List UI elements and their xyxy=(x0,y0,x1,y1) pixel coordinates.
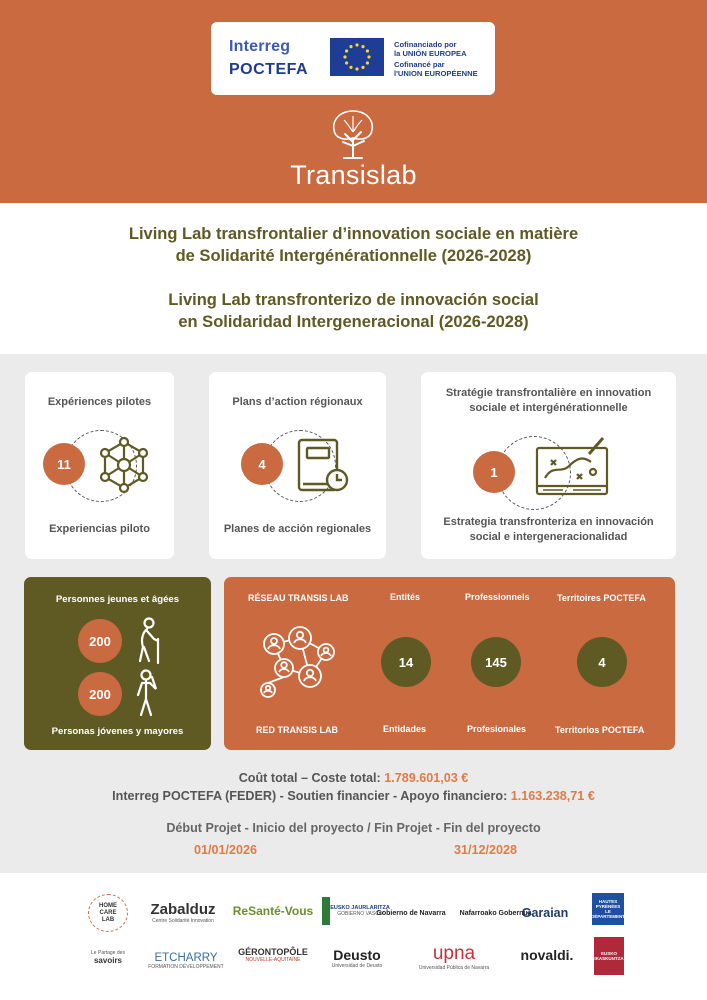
card-label-es-line1: Estrategia transfronteriza en innovación xyxy=(443,516,654,528)
partner-name: EUSKO IKASKUNTZA xyxy=(594,951,624,961)
card-cross-border-strategy xyxy=(421,372,676,559)
feder-line xyxy=(0,789,707,803)
partner-logo-partage-savoirs xyxy=(88,940,128,974)
cofinance-fr-line2: l'UNION EUROPÉENNE xyxy=(394,69,478,78)
brand-name: Transislab xyxy=(290,160,417,190)
network-hexagon-icon xyxy=(95,436,153,499)
cofinance-fr xyxy=(394,60,478,78)
interreg-program: POCTEFA xyxy=(229,61,309,78)
partner-name: Garaian xyxy=(521,906,569,920)
interreg-logo-box xyxy=(211,22,495,95)
partner-sub: LE DÉPARTEMENT xyxy=(591,909,625,919)
start-date: 01/01/2026 xyxy=(194,843,258,857)
partner-logo-gobierno-navarra xyxy=(376,900,532,926)
cofinance-fr-line1: Cofinancé par xyxy=(394,60,445,69)
network-label-es: RED TRANSIS LAB xyxy=(256,725,339,735)
cofinance-es-line1: Cofinanciado por xyxy=(394,40,457,49)
partner-sub: FORMATION DÉVELOPPEMENT xyxy=(148,964,224,970)
feder-label: Interreg POCTEFA (FEDER) - Soutien financier - Apoyo financiero: xyxy=(112,789,508,803)
card-label-fr-line2: sociale et intergénérationnelle xyxy=(469,402,628,414)
partner-name: upna xyxy=(432,943,476,964)
cofinance-es xyxy=(394,40,467,58)
partner-logo-home-care-lab xyxy=(88,894,128,932)
tree-icon xyxy=(326,108,380,160)
total-cost-line xyxy=(0,771,707,785)
stat-professionals-value: 145 xyxy=(471,637,521,687)
partner-name: ETCHARRY xyxy=(154,952,218,964)
cofinance-es-line2: la UNIÓN EUROPEA xyxy=(394,49,467,58)
partner-name: Deusto xyxy=(333,947,381,963)
partner-sub: Nafarroako Gobernua xyxy=(459,909,532,917)
partner-name: Zabalduz xyxy=(150,900,216,918)
card-label-fr xyxy=(421,386,676,416)
people-label-es: Personas jóvenes y mayores xyxy=(51,726,184,737)
partner-sub: Le Partage des xyxy=(91,949,125,956)
stat-professionals-label-fr: Professionnels xyxy=(465,592,530,602)
book-clock-icon xyxy=(295,436,351,501)
people-panel xyxy=(24,577,211,750)
partner-logo-resante-vous xyxy=(232,896,314,926)
partner-logo-zabalduz xyxy=(140,897,226,927)
total-cost-label: Coût total – Coste total: xyxy=(238,771,381,785)
stat-entities-label-es: Entidades xyxy=(383,724,427,734)
card-value: 11 xyxy=(43,443,85,485)
card-pilot-experiences xyxy=(25,372,174,559)
people-value-young: 200 xyxy=(78,672,122,716)
partner-sub: Centre Solidarité Innovation xyxy=(152,917,214,924)
card-value: 1 xyxy=(473,451,515,493)
partner-name: EUSKO JAURLARITZA xyxy=(330,905,390,911)
partner-name: HAUTES PYRÉNÉES xyxy=(595,899,621,909)
card-label-es: Planes de acción regionales xyxy=(223,523,372,535)
stat-entities-label-fr: Entités xyxy=(390,592,421,602)
total-cost-value: 1.789.601,03 € xyxy=(384,771,469,785)
card-value: 4 xyxy=(241,443,283,485)
card-label-fr: Expériences pilotes xyxy=(47,396,152,408)
interreg-name: Interreg xyxy=(229,38,291,55)
title-es-line2: en Solidaridad Intergeneracional (2026-2028) xyxy=(178,313,529,331)
card-label-fr: Plans d’action régionaux xyxy=(232,396,363,408)
partner-logo-etcharry xyxy=(146,948,226,974)
elderly-person-icon xyxy=(132,617,164,670)
stat-entities-value: 14 xyxy=(381,637,431,687)
people-network-icon xyxy=(254,624,338,707)
card-label-es xyxy=(421,515,676,545)
partner-logo-gerontopole xyxy=(236,938,310,972)
partner-name: savoirs xyxy=(93,955,123,965)
partner-sub: NOUVELLE-AQUITAINE xyxy=(245,957,301,963)
stat-territories-label-es: Territorios POCTEFA xyxy=(555,725,645,735)
partner-name: GÉRONTOPÔLE xyxy=(238,947,308,957)
card-regional-plans xyxy=(209,372,386,559)
stat-professionals-label-es: Profesionales xyxy=(467,724,527,734)
partner-sub: Universidad Pública de Navarra xyxy=(418,965,490,971)
partner-name: Gobierno de Navarra xyxy=(376,909,446,917)
partner-name: novaldi. xyxy=(520,947,574,963)
card-label-es: Experiencias piloto xyxy=(49,523,150,535)
titles-section xyxy=(0,203,707,354)
people-value-old: 200 xyxy=(78,619,122,663)
partner-name: ReSanté-Vous xyxy=(232,904,314,918)
partner-sub: Universidad de Deusto xyxy=(331,963,383,969)
stat-territories-label-fr: Territoires POCTEFA xyxy=(557,593,646,603)
partner-sub: GOBIERNO VASCO xyxy=(337,911,383,917)
partner-logo-upna xyxy=(418,941,490,973)
card-label-es-line2: social e intergeneracionalidad xyxy=(469,531,628,543)
title-fr xyxy=(0,223,707,267)
title-es-line1: Living Lab transfronterizo de innovación social xyxy=(168,291,539,309)
stat-territories-value: 4 xyxy=(577,637,627,687)
network-label-fr: RÉSEAU TRANSIS LAB xyxy=(248,593,349,603)
title-fr-line1: Living Lab transfrontalier d’innovation sociale en matière xyxy=(128,225,579,243)
partner-logo-eusko-ikaskuntza xyxy=(594,937,624,975)
partner-logo-novaldi xyxy=(514,944,580,966)
end-date: 31/12/2028 xyxy=(454,843,518,857)
people-label-fr: Personnes jeunes et âgées xyxy=(55,594,180,605)
title-es xyxy=(0,289,707,333)
card-label-fr-line1: Stratégie transfrontalière en innovation xyxy=(445,387,652,399)
eu-flag-icon xyxy=(330,38,384,76)
strategy-board-icon xyxy=(533,434,611,505)
young-person-icon xyxy=(132,669,164,724)
dates-header: Début Projet - Inicio del proyecto / Fin Projet - Fin del proyecto xyxy=(166,821,541,835)
partner-logo-garaian xyxy=(516,903,574,923)
title-fr-line2: de Solidarité Intergénérationnelle (2026-2028) xyxy=(175,247,532,265)
partner-name: HOME CARE LAB xyxy=(99,902,117,923)
partner-logo-deusto xyxy=(322,944,392,972)
header-banner xyxy=(0,0,707,203)
partner-logo-hautes-pyrenees xyxy=(592,893,624,925)
network-panel xyxy=(224,577,675,750)
feder-value: 1.163.238,71 € xyxy=(510,789,595,803)
